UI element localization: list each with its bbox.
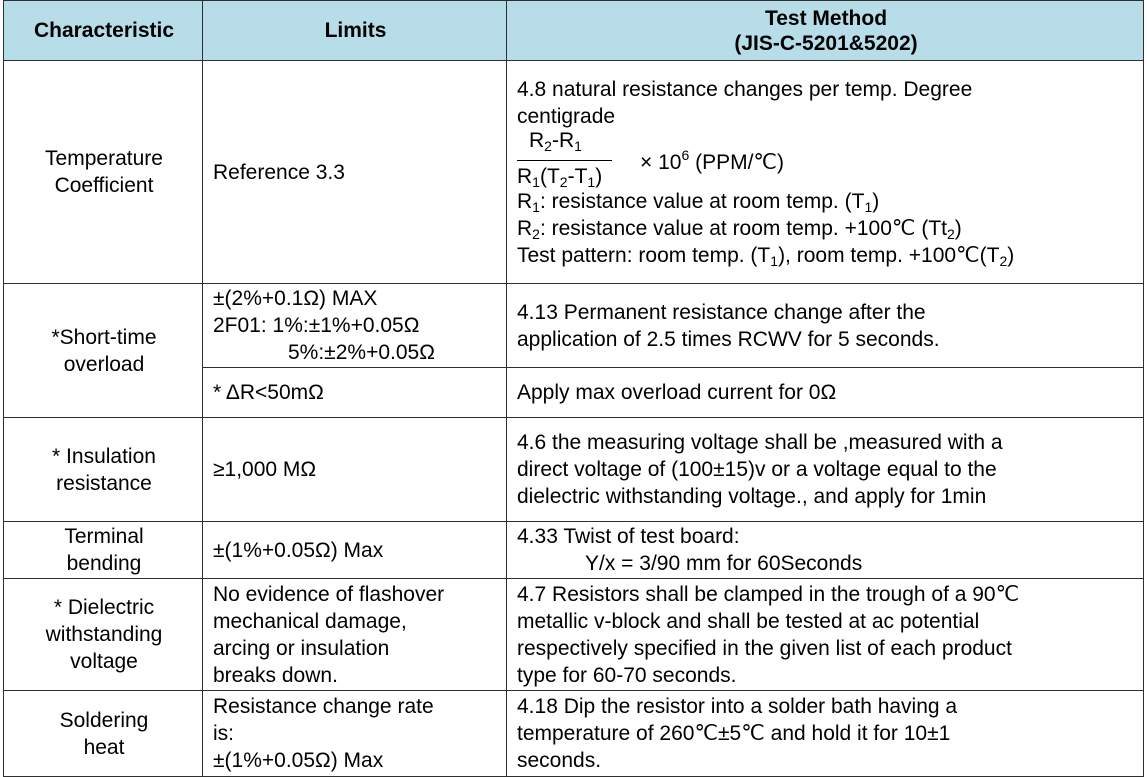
table-row-terminal-bending bbox=[4, 522, 1144, 579]
table-row-short-time-overload bbox=[4, 284, 1144, 368]
limits-text: mechanical damage, bbox=[213, 609, 407, 633]
method-text: 4.6 the measuring voltage shall be ,measured with a bbox=[517, 431, 1003, 454]
method-text: temperature of 260℃±5℃ and hold it for 10±1 bbox=[517, 722, 951, 745]
characteristic-text: Soldering bbox=[59, 708, 149, 732]
characteristic-cell bbox=[4, 284, 203, 418]
limits-text: is: bbox=[213, 722, 234, 745]
limits-cell bbox=[203, 284, 507, 368]
method-text: centigrade bbox=[517, 104, 616, 128]
characteristic-text: bending bbox=[66, 552, 142, 575]
formula-fraction bbox=[517, 128, 612, 190]
table-row-insulation-resistance bbox=[4, 418, 1144, 522]
formula-numerator: $R_2-R_1$ bbox=[529, 128, 582, 154]
method-text-r1: $R_1$: resistance value at room temp. $(T_1)$ bbox=[517, 189, 880, 215]
characteristic-text: voltage bbox=[70, 650, 138, 673]
characteristic-text: resistance bbox=[56, 471, 152, 495]
method-text: dielectric withstanding voltage., and apply for 1min bbox=[517, 485, 987, 508]
ppm-formula bbox=[517, 128, 1135, 190]
method-text: 4.8 natural resistance changes per temp. Degree bbox=[517, 77, 973, 101]
header-test-method-standard: (JIS-C-5201&5202) bbox=[734, 31, 918, 55]
table-row-dielectric-withstanding-voltage bbox=[4, 579, 1144, 691]
method-text: Y/x = 3/90 mm for 60Seconds bbox=[585, 552, 863, 575]
characteristic-cell bbox=[4, 691, 203, 777]
method-text: type for 60-70 seconds. bbox=[517, 663, 737, 687]
formula-multiplier: × $10^6$ (PPM/℃) bbox=[640, 147, 785, 174]
method-text: 4.33 Twist of test board: bbox=[517, 525, 740, 548]
test-method-cell bbox=[507, 284, 1144, 368]
header-test-method-title: Test Method bbox=[764, 6, 888, 30]
test-method-cell bbox=[507, 522, 1144, 579]
limits-text: No evidence of flashover bbox=[213, 582, 445, 606]
characteristic-text: *Short-time bbox=[51, 325, 157, 349]
test-method-cell bbox=[507, 579, 1144, 691]
characteristic-text: heat bbox=[83, 735, 125, 759]
limits-cell: * ΔR<50mΩ bbox=[203, 368, 507, 418]
method-text-r2: $R_2$: resistance value at room temp. +100℃ $(Tt_2)$ bbox=[517, 216, 962, 242]
limits-cell: ≥1,000 MΩ bbox=[203, 418, 507, 522]
limits-text: 5%:±2%+0.05Ω bbox=[288, 341, 435, 364]
method-text: metallic v-block and shall be tested at ac potential bbox=[517, 609, 980, 633]
table-row-soldering-heat bbox=[4, 691, 1144, 777]
characteristic-cell bbox=[4, 418, 203, 522]
header-row bbox=[4, 1, 1144, 61]
limits-cell: Reference 3.3 bbox=[203, 61, 507, 284]
limits-cell bbox=[203, 579, 507, 691]
limits-text: arcing or insulation bbox=[213, 636, 390, 660]
header-characteristic: Characteristic bbox=[4, 1, 203, 61]
characteristic-cell bbox=[4, 522, 203, 579]
limits-text: Resistance change rate bbox=[213, 695, 434, 718]
limits-text: 2F01: 1%:±1%+0.05Ω bbox=[213, 314, 420, 337]
test-method-cell bbox=[507, 61, 1144, 284]
limits-text: ±(1%+0.05Ω) Max bbox=[213, 749, 384, 772]
characteristic-cell bbox=[4, 61, 203, 284]
specification-table bbox=[3, 0, 1144, 777]
test-method-cell: Apply max overload current for 0Ω bbox=[507, 368, 1144, 418]
characteristic-text: withstanding bbox=[45, 623, 163, 646]
test-method-cell bbox=[507, 418, 1144, 522]
header-test-method bbox=[507, 1, 1144, 61]
limits-text: ±(2%+0.1Ω) MAX bbox=[213, 287, 378, 310]
method-text: direct voltage of (100±15)v or a voltage equal to the bbox=[517, 458, 997, 481]
table-row-temperature-coefficient bbox=[4, 61, 1144, 284]
characteristic-text: * Dielectric bbox=[53, 596, 155, 619]
method-text: 4.18 Dip the resistor into a solder bath having a bbox=[517, 695, 958, 718]
method-text-test-pattern: Test pattern: room temp. $(T_1)$, room temp. $+100℃(T_2)$ bbox=[517, 243, 1015, 269]
limits-cell bbox=[203, 691, 507, 777]
method-text: 4.13 Permanent resistance change after the bbox=[517, 300, 926, 324]
characteristic-text: Temperature bbox=[45, 147, 163, 170]
method-text: seconds. bbox=[517, 749, 602, 772]
characteristic-cell bbox=[4, 579, 203, 691]
test-method-cell bbox=[507, 691, 1144, 777]
formula-denominator: $R_1(T_2-T_1)$ bbox=[517, 164, 603, 190]
characteristic-text: * Insulation bbox=[52, 444, 156, 468]
limits-cell: ±(1%+0.05Ω) Max bbox=[203, 522, 507, 579]
characteristic-text: Terminal bbox=[64, 525, 144, 548]
characteristic-text: Coefficient bbox=[54, 174, 154, 197]
limits-text: breaks down. bbox=[213, 663, 338, 687]
header-limits: Limits bbox=[203, 1, 507, 61]
method-text: application of 2.5 times RCWV for 5 seconds. bbox=[517, 327, 940, 351]
method-text: 4.7 Resistors shall be clamped in the trough of a 90℃ bbox=[517, 582, 1020, 606]
characteristic-text: overload bbox=[63, 352, 145, 376]
fraction-bar bbox=[517, 160, 612, 161]
method-text: respectively specified in the given list of each product bbox=[517, 636, 1012, 660]
